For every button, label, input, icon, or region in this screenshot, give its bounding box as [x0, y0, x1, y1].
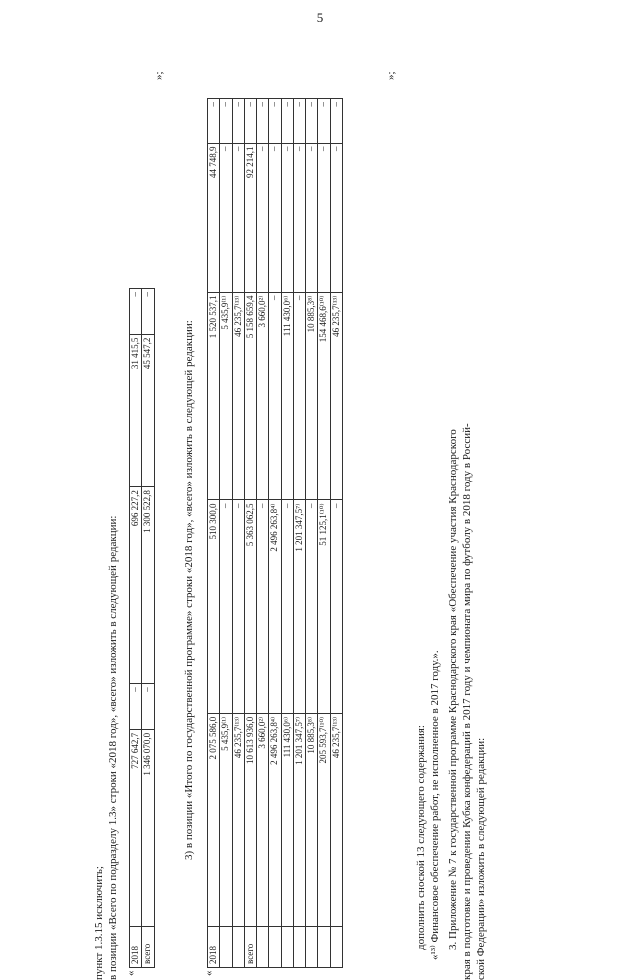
value-cell: 1 300 522,8: [142, 487, 154, 684]
intro-section-13: в позиции «Всего по подразделу 1.3» строки «2018 год», «всего» изложить в следующей редакции:: [107, 515, 119, 980]
table-row: [208, 99, 220, 968]
value-cell: 1 346 070,0: [142, 729, 154, 926]
table-section-13: [129, 288, 155, 968]
value-cell: –: [130, 684, 142, 730]
value-cell: –: [257, 500, 269, 713]
table-row: [293, 99, 305, 968]
value-cell: –: [269, 143, 281, 292]
value-cell: 2 075 586,0: [208, 713, 220, 926]
value-cell: –: [318, 99, 330, 144]
value-cell: –: [318, 143, 330, 292]
row-label-cell: [232, 927, 244, 968]
intro-item-3: 3) в позиции «Итого по государственной программе» строки «2018 год», «всего» изложить в следующей редакции:: [183, 320, 195, 860]
value-cell: 46 235,7⁽¹³⁾: [330, 292, 342, 500]
row-label-cell: всего: [142, 927, 154, 968]
row-label-cell: [257, 927, 269, 968]
quote-open-1: «: [125, 970, 137, 976]
value-cell: –: [269, 292, 281, 500]
table-row: [130, 289, 142, 968]
value-cell: 2 496 263,8⁴⁾: [269, 500, 281, 713]
value-cell: –: [281, 500, 293, 713]
quote-open-2: «: [203, 970, 215, 976]
value-cell: 2 496 263,8⁴⁾: [269, 713, 281, 926]
value-cell: –: [208, 99, 220, 144]
value-cell: 154 468,6⁽¹⁰⁾: [318, 292, 330, 500]
value-cell: –: [142, 684, 154, 730]
row-label-cell: [306, 927, 318, 968]
value-cell: 45 547,2: [142, 334, 154, 487]
table-row: [220, 99, 232, 968]
value-cell: –: [281, 99, 293, 144]
table-row: [318, 99, 330, 968]
table-row: [330, 99, 342, 968]
value-cell: 510 300,0: [208, 500, 220, 713]
value-cell: –: [306, 500, 318, 713]
value-cell: –: [306, 99, 318, 144]
value-cell: 727 642,7: [130, 729, 142, 926]
value-cell: 1 201 347,5⁷⁾: [293, 500, 305, 713]
table-program-total: [207, 98, 343, 968]
value-cell: –: [257, 143, 269, 292]
value-cell: 3 660,0²⁾: [257, 292, 269, 500]
row-label-cell: [281, 927, 293, 968]
value-cell: –: [232, 500, 244, 713]
value-cell: –: [330, 99, 342, 144]
value-cell: 5 435,9⁽¹⁾: [220, 713, 232, 926]
row-label-cell: [293, 927, 305, 968]
value-cell: –: [293, 143, 305, 292]
value-cell: 5 363 062,5: [244, 500, 256, 713]
row-label-cell: [220, 927, 232, 968]
item-3-line-1: 3. Приложение № 7 к государственной программе Краснодарского края «Обеспечение участия Краснодарского: [447, 429, 459, 950]
value-cell: 696 227,2: [130, 487, 142, 684]
value-cell: 5 158 659,4: [244, 292, 256, 500]
value-cell: –: [330, 143, 342, 292]
row-label-cell: [318, 927, 330, 968]
value-cell: 1 520 537,1: [208, 292, 220, 500]
footnote-intro: дополнить сноской 13 следующего содержания:: [415, 725, 427, 950]
item-1315-text: пункт 1.3.15 исключить;: [93, 866, 105, 980]
value-cell: –: [232, 143, 244, 292]
value-cell: 31 415,5: [130, 334, 142, 487]
value-cell: 111 430,0⁶⁾: [281, 292, 293, 500]
value-cell: 92 214,1: [244, 143, 256, 292]
value-cell: 10 885,3⁸⁾: [306, 713, 318, 926]
quote-close-2: »;: [385, 71, 397, 80]
value-cell: 46 235,7⁽¹³⁾: [232, 292, 244, 500]
table-row: [257, 99, 269, 968]
table-row: [306, 99, 318, 968]
value-cell: –: [306, 143, 318, 292]
value-cell: 10 885,3⁸⁾: [306, 292, 318, 500]
table-row: [269, 99, 281, 968]
value-cell: 46 235,7⁽¹³⁾: [232, 713, 244, 926]
value-cell: –: [142, 289, 154, 335]
value-cell: –: [293, 292, 305, 500]
value-cell: 1 201 347,5⁷⁾: [293, 713, 305, 926]
value-cell: 205 593,7⁽¹⁰⁾: [318, 713, 330, 926]
row-label-cell: 2018: [130, 927, 142, 968]
item-3-line-3: ской Федерации» изложить в следующей редакции:: [475, 737, 487, 980]
row-label-cell: 2018: [208, 927, 220, 968]
quote-close-1: »;: [153, 71, 165, 80]
table-row: [232, 99, 244, 968]
value-cell: –: [257, 99, 269, 144]
value-cell: 10 613 936,0: [244, 713, 256, 926]
value-cell: –: [220, 99, 232, 144]
value-cell: 5 435,9⁽¹⁾: [220, 292, 232, 500]
value-cell: –: [330, 500, 342, 713]
value-cell: 3 660,0²⁾: [257, 713, 269, 926]
page-number: 5: [316, 10, 324, 25]
rotated-page-content: [85, 0, 555, 980]
footnote-13: «¹³⁾ Финансовое обеспечение работ, не исполненное в 2017 году.».: [429, 650, 441, 960]
row-label-cell: всего: [244, 927, 256, 968]
value-cell: –: [220, 143, 232, 292]
value-cell: 111 430,0⁶⁾: [281, 713, 293, 926]
value-cell: –: [220, 500, 232, 713]
value-cell: –: [269, 99, 281, 144]
table-row: [142, 289, 154, 968]
value-cell: –: [232, 99, 244, 144]
value-cell: 44 748,9: [208, 143, 220, 292]
table-row: [244, 99, 256, 968]
value-cell: –: [244, 99, 256, 144]
item-3-line-2: края в подготовке и проведении Кубка конфедераций в 2017 году и чемпионата мира по футболу в 2018 году в Россий-: [461, 423, 473, 980]
row-label-cell: [269, 927, 281, 968]
value-cell: 51 125,1⁽¹⁰⁾: [318, 500, 330, 713]
value-cell: 46 235,7⁽¹³⁾: [330, 713, 342, 926]
value-cell: –: [281, 143, 293, 292]
row-label-cell: [330, 927, 342, 968]
value-cell: –: [293, 99, 305, 144]
table-row: [281, 99, 293, 968]
value-cell: –: [130, 289, 142, 335]
